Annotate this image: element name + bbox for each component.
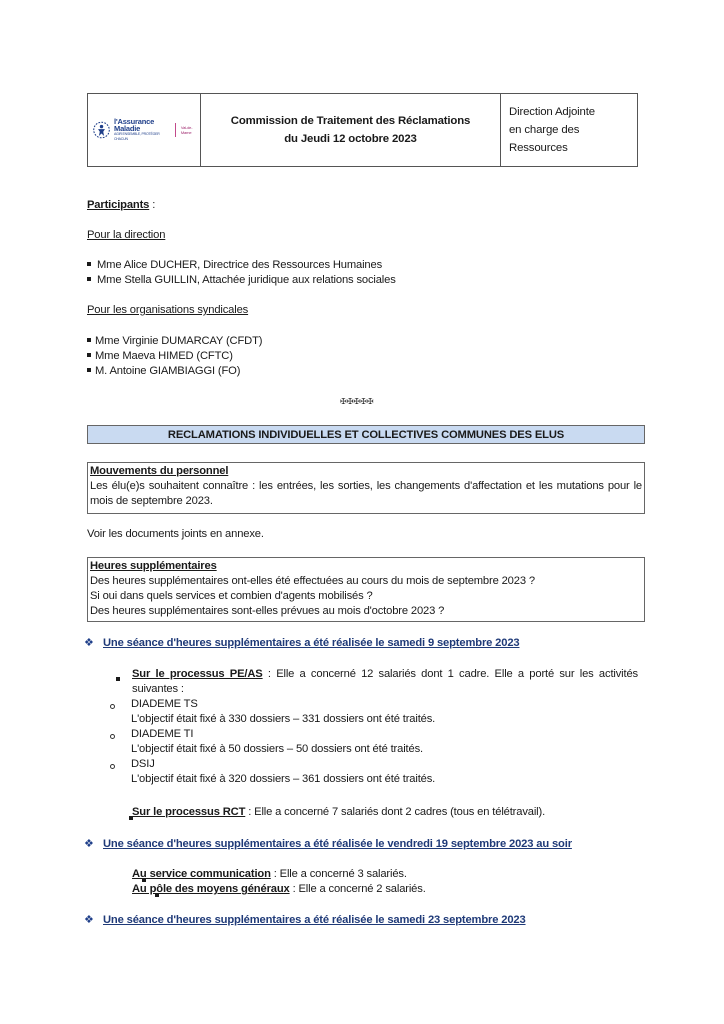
process-label: Sur le processus PE/AS — [132, 668, 263, 680]
session-heading: Une séance d'heures supplémentaires a été réalisée le samedi 9 septembre 2023 — [103, 637, 520, 649]
service-text: : Elle a concerné 2 salariés. — [289, 883, 426, 895]
assurance-maladie-logo — [92, 118, 200, 142]
service-text: : Elle a concerné 3 salariés. — [270, 868, 407, 880]
section-separator-ornament: ✠✠✠✠✠ — [340, 397, 374, 406]
session-heading: Une séance d'heures supplémentaires a été réalisée le samedi 23 septembre 2023 — [103, 914, 526, 926]
service-label: Au pôle des moyens généraux — [132, 883, 290, 895]
square-bullet-icon — [87, 368, 91, 372]
direction-participant — [87, 274, 396, 286]
service-item — [132, 883, 426, 895]
overtime-question: Si oui dans quels services et combien d'agents mobilisés ? — [90, 590, 373, 602]
assurance-maladie-emblem-icon — [92, 119, 111, 141]
logo-name-line2: Maladie — [114, 124, 141, 133]
process-item — [132, 806, 545, 818]
participants-label: Participants — [87, 199, 150, 211]
participant-name: Mme Maeva HIMED (CFTC) — [95, 350, 233, 362]
logo-tagline: AGIR ENSEMBLE, PROTÉGER CHACUN — [114, 132, 160, 141]
overtime-question: Des heures supplémentaires ont-elles été effectuées au cours du mois de septembre 2023 ? — [90, 575, 535, 587]
process-text: : Elle a concerné 7 salariés dont 2 cadres (tous en télétravail). — [245, 806, 546, 818]
movements-box — [87, 462, 645, 514]
circle-bullet-icon — [110, 704, 115, 709]
activity-name: DIADEME TS — [131, 698, 198, 710]
union-participant — [87, 365, 240, 377]
service-label: Au service communication — [132, 868, 271, 880]
process-item — [132, 667, 638, 697]
activity-detail: L'objectif était fixé à 330 dossiers – 331 dossiers ont été traités. — [131, 713, 436, 725]
participant-name: Mme Stella GUILLIN, Attachée juridique aux relations sociales — [97, 274, 396, 286]
session-heading: Une séance d'heures supplémentaires a été réalisée le vendredi 19 septembre 2023 au soir — [103, 838, 572, 850]
logo-name-line1: l'Assurance — [114, 117, 155, 126]
process-label: Sur le processus RCT — [132, 806, 246, 818]
participants-colon: : — [149, 199, 156, 211]
header-table — [87, 93, 638, 167]
direction-heading: Pour la direction — [87, 229, 166, 241]
diamond-bullet-icon: ❖ — [84, 838, 94, 850]
annex-note: Voir les documents joints en annexe. — [87, 528, 264, 540]
document-title: Commission de Traitement des Réclamations — [230, 115, 471, 127]
department-line1: Direction Adjointe — [509, 106, 595, 118]
participants-heading — [87, 199, 155, 211]
document-date: du Jeudi 12 octobre 2023 — [284, 133, 417, 145]
section-heading: RECLAMATIONS INDIVIDUELLES ET COLLECTIVES COMMUNES DES ELUS — [167, 428, 565, 441]
department-cell — [501, 94, 637, 166]
logo-separator — [175, 123, 176, 137]
union-participant — [87, 335, 262, 347]
diamond-bullet-icon: ❖ — [84, 914, 94, 926]
activity-detail: L'objectif était fixé à 320 dossiers – 361 dossiers ont été traités. — [131, 773, 436, 785]
movements-title: Mouvements du personnel — [90, 465, 229, 477]
overtime-box — [87, 557, 645, 622]
square-bullet-icon — [87, 353, 91, 357]
department-line2: en charge des Ressources — [509, 124, 580, 154]
activity-name: DSIJ — [131, 758, 155, 770]
movements-text: Les élu(e)s souhaitent connaître : les entrées, les sorties, les changements d'affectation et les mutations pour le mois de septembre 2023. — [90, 480, 642, 507]
participant-name: Mme Virginie DUMARCAY (CFDT) — [95, 335, 263, 347]
square-bullet-icon — [87, 277, 91, 281]
document-title-cell — [201, 94, 501, 166]
diamond-bullet-icon: ❖ — [84, 637, 94, 649]
square-bullet-icon — [87, 262, 91, 266]
activity-detail: L'objectif était fixé à 50 dossiers – 50 dossiers ont été traités. — [131, 743, 423, 755]
direction-participant — [87, 259, 382, 271]
process-text: : Elle a concerné 12 salariés dont 1 cadre. Elle a porté sur les activités suivantes : — [132, 668, 638, 695]
service-item — [132, 868, 407, 880]
logo-cell — [88, 94, 201, 166]
square-bullet-icon — [116, 677, 120, 681]
square-bullet-icon — [87, 338, 91, 342]
participant-name: M. Antoine GIAMBIAGGI (FO) — [95, 365, 241, 377]
union-participant — [87, 350, 233, 362]
circle-bullet-icon — [110, 734, 115, 739]
circle-bullet-icon — [110, 764, 115, 769]
participant-name: Mme Alice DUCHER, Directrice des Ressources Humaines — [97, 259, 383, 271]
logo-wordmark — [114, 118, 166, 142]
overtime-title: Heures supplémentaires — [90, 560, 217, 572]
overtime-question: Des heures supplémentaires sont-elles prévues au mois d'octobre 2023 ? — [90, 605, 445, 617]
unions-heading: Pour les organisations syndicales — [87, 304, 249, 316]
logo-region: Val-de-Marne — [180, 125, 193, 135]
activity-name: DIADEME TI — [131, 728, 194, 740]
section-heading-band — [87, 425, 645, 444]
